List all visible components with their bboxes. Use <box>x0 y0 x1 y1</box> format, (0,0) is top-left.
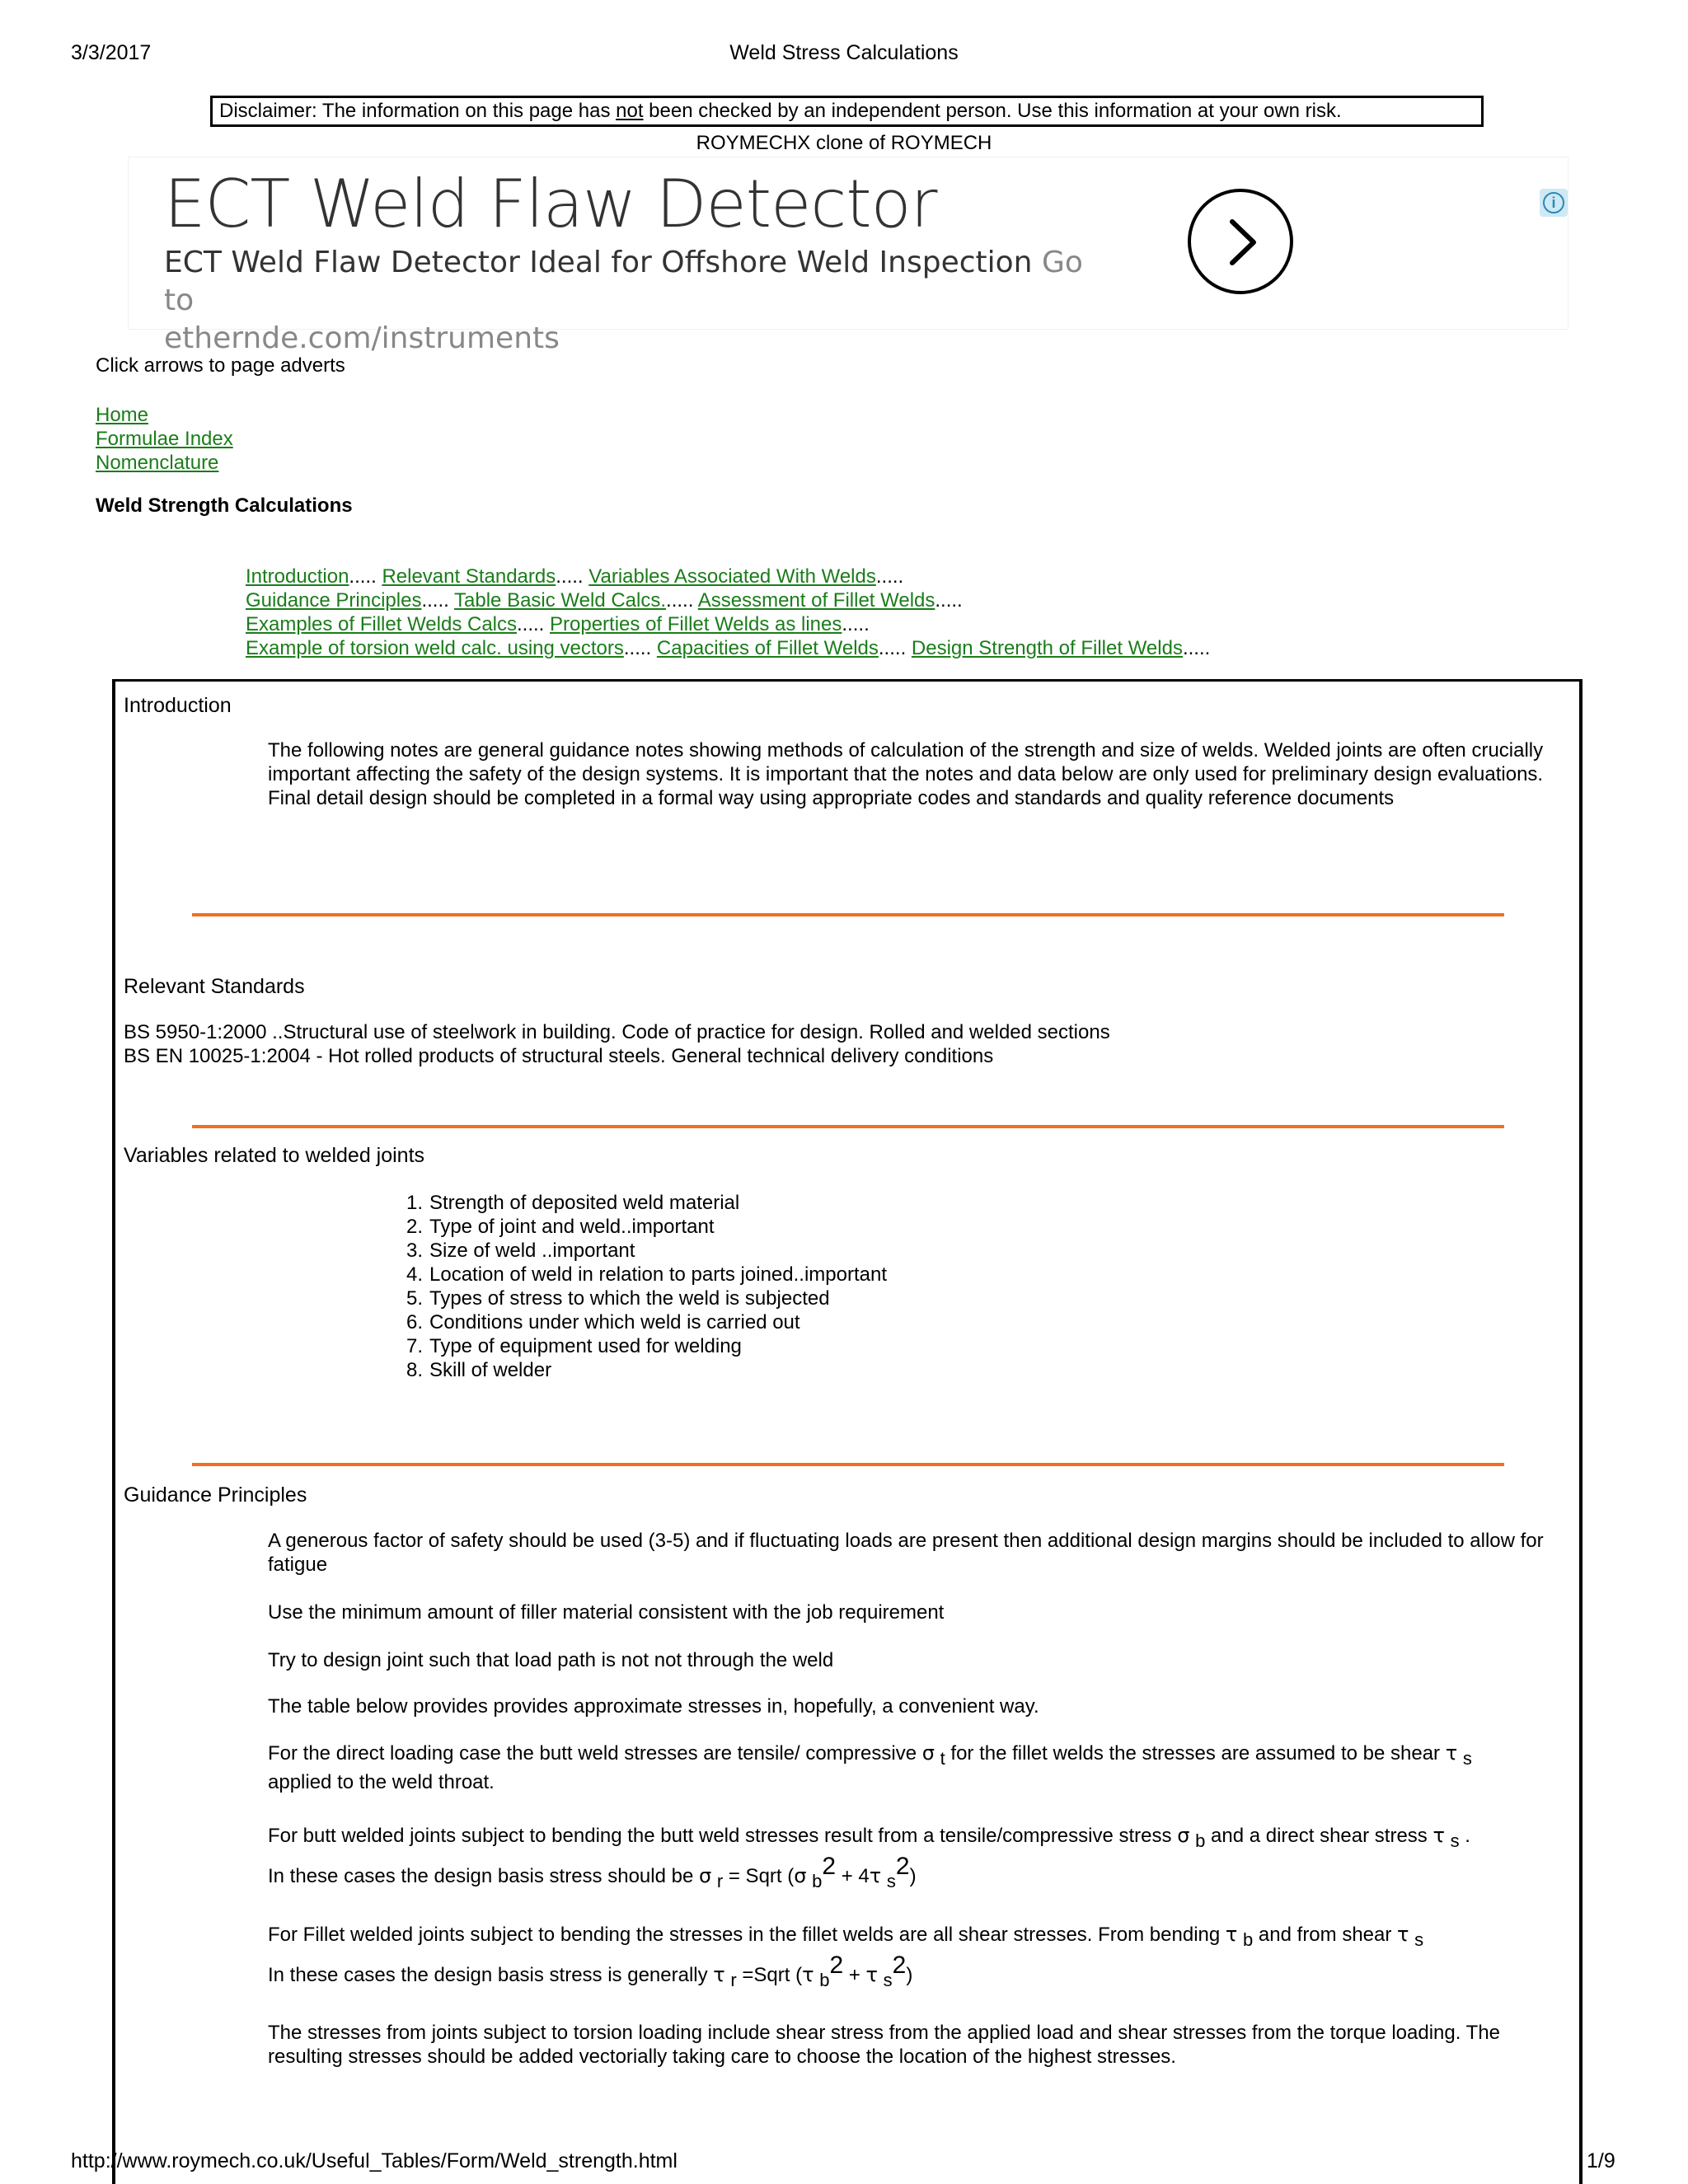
disclaimer-box <box>210 96 1484 127</box>
advert-next-button[interactable] <box>1188 189 1293 294</box>
page-heading: Weld Strength Calculations <box>96 494 353 517</box>
guidance-fillet-formula: In these cases the design basis stress is generally τ $_r$ =Sqrt (τ $_b^2$ + τ $_s^2$) <box>268 1952 913 1990</box>
nav-home-link[interactable]: Home <box>96 404 149 426</box>
print-page-number: 1/9 <box>1587 2149 1615 2172</box>
print-date: 3/3/2017 <box>71 41 152 64</box>
toc-sep: ..... <box>517 613 545 635</box>
standard-item: BS EN 10025-1:2004 - Hot rolled products of structural steels. General technical delivery conditions <box>124 1045 994 1067</box>
chevron-right-icon <box>1216 217 1267 268</box>
list-item: 6. Conditions under which weld is carried out <box>406 1311 800 1333</box>
toc-properties-link[interactable]: Properties of Fillet Welds as lines <box>550 613 842 635</box>
disclaimer-emphasis: not <box>616 100 644 122</box>
list-item: 2. Type of joint and weld..important <box>406 1216 715 1238</box>
toc-sep: ..... <box>421 589 449 612</box>
toc-introduction-link[interactable]: Introduction <box>246 565 349 588</box>
toc-sep: ..... <box>556 565 584 588</box>
guidance-butt-formula: In these cases the design basis stress should be σ $_r$ = Sqrt (σ $_b^2$ + 4τ $_s^2$) <box>268 1853 917 1891</box>
print-url: http://www.roymech.co.uk/Useful_Tables/Form/Weld_strength.html <box>71 2149 678 2172</box>
list-item: 8. Skill of welder <box>406 1359 552 1381</box>
toc-design-link[interactable]: Design Strength of Fillet Welds <box>911 637 1183 659</box>
guidance-butt-bending: For butt welded joints subject to bending the butt weld stresses result from a tensile/compressive stress σ $_b$ and a direct shear stress τ $_s$ . <box>268 1824 1470 1851</box>
section-divider <box>192 913 1504 916</box>
table-of-contents <box>246 565 1210 660</box>
advert-info-button[interactable] <box>1540 189 1568 217</box>
content-frame <box>112 679 1582 2184</box>
toc-sep: ..... <box>878 637 907 659</box>
toc-table-link[interactable]: Table Basic Weld Calcs. <box>454 589 667 612</box>
advert-url[interactable]: ethernde.com/instruments <box>164 321 560 355</box>
clone-note: ROYMECHX clone of ROYMECH <box>696 132 992 154</box>
standards-heading: Relevant Standards <box>124 975 305 998</box>
toc-examples-link[interactable]: Examples of Fillet Welds Calcs <box>246 613 517 635</box>
section-divider <box>192 1125 1504 1128</box>
list-item: 4. Location of weld in relation to parts joined..important <box>406 1263 887 1286</box>
print-page-title: Weld Stress Calculations <box>729 41 959 64</box>
site-nav <box>96 403 233 475</box>
advert-description[interactable] <box>164 244 1087 358</box>
guidance-fillet-bending: For Fillet welded joints subject to bending the stresses in the fillet welds are all shear stresses. From bending τ $_b$ and from shear τ $_s$ <box>268 1923 1424 1950</box>
toc-sep: ..... <box>623 637 652 659</box>
toc-standards-link[interactable]: Relevant Standards <box>382 565 556 588</box>
standards-list <box>124 1020 1110 1068</box>
toc-sep: ..... <box>875 565 904 588</box>
variables-list <box>401 1191 887 1382</box>
toc-sep: ..... <box>349 565 377 588</box>
introduction-heading: Introduction <box>124 694 232 717</box>
list-item: 3. Size of weld ..important <box>406 1240 635 1262</box>
advert-hint: Click arrows to page adverts <box>96 354 345 377</box>
toc-sep: ..... <box>842 613 870 635</box>
advert-desc-text: ECT Weld Flaw Detector Ideal for Offshore Weld Inspection <box>164 246 1033 279</box>
disclaimer-text-post: been checked by an independent person. Use this information at your own risk. <box>643 100 1342 122</box>
toc-guidance-link[interactable]: Guidance Principles <box>246 589 422 612</box>
guidance-heading: Guidance Principles <box>124 1483 307 1507</box>
advert-title[interactable]: ECT Weld Flaw Detector <box>164 166 937 242</box>
toc-torsion-link[interactable]: Example of torsion weld calc. using vectors <box>246 637 624 659</box>
info-icon: i <box>1543 192 1564 213</box>
toc-sep: ..... <box>666 589 694 612</box>
list-item: 5. Types of stress to which the weld is subjected <box>406 1287 830 1310</box>
guidance-paragraph: A generous factor of safety should be used (3-5) and if fluctuating loads are present then additional design margins should be included to allow for fatigue <box>268 1530 1544 1576</box>
toc-variables-link[interactable]: Variables Associated With Welds <box>588 565 876 588</box>
toc-capacities-link[interactable]: Capacities of Fillet Welds <box>656 637 879 659</box>
guidance-paragraph: The table below provides provides approximate stresses in, hopefully, a convenient way. <box>268 1695 1039 1718</box>
toc-sep: ..... <box>1182 637 1211 659</box>
guidance-paragraph: Use the minimum amount of filler material consistent with the job requirement <box>268 1601 945 1624</box>
standard-item: BS 5950-1:2000 ..Structural use of steelwork in building. Code of practice for design. Rolled and welded sections <box>124 1021 1110 1043</box>
list-item: 7. Type of equipment used for welding <box>406 1335 742 1357</box>
toc-sep: ..... <box>935 589 963 612</box>
guidance-paragraph: The stresses from joints subject to torsion loading include shear stress from the applied load and shear stresses from the torque loading. The resulting stresses should be added vectorially taking care to choose the location of the highest stresses. <box>268 2022 1501 2068</box>
disclaimer-text-pre: Disclaimer: The information on this page has <box>219 100 617 122</box>
advert-banner[interactable] <box>128 157 1568 355</box>
nav-formulae-index-link[interactable]: Formulae Index <box>96 428 233 450</box>
list-item: 1. Strength of deposited weld material <box>406 1192 740 1214</box>
nav-nomenclature-link[interactable]: Nomenclature <box>96 452 219 474</box>
introduction-text: The following notes are general guidance notes showing methods of calculation of the strength and size of welds. Welded joints are often crucially important affecting the safety of the design systems. It is important that the notes and data below are only used for preliminary design evaluations. Final detail design should be completed in a formal way using appropriate codes and standards and quality reference documents <box>268 739 1544 809</box>
variables-heading: Variables related to welded joints <box>124 1144 425 1167</box>
guidance-direct-loading: For the direct loading case the butt weld stresses are tensile/ compressive σ $_t$ for the fillet welds the stresses are assumed to be shear τ $_s$ applied to the weld throat. <box>268 1741 1472 1793</box>
advert-goto: Go to <box>164 246 1083 317</box>
guidance-paragraph: Try to design joint such that load path is not not through the weld <box>268 1649 834 1671</box>
toc-assessment-link[interactable]: Assessment of Fillet Welds <box>697 589 935 612</box>
section-divider <box>192 1463 1504 1466</box>
